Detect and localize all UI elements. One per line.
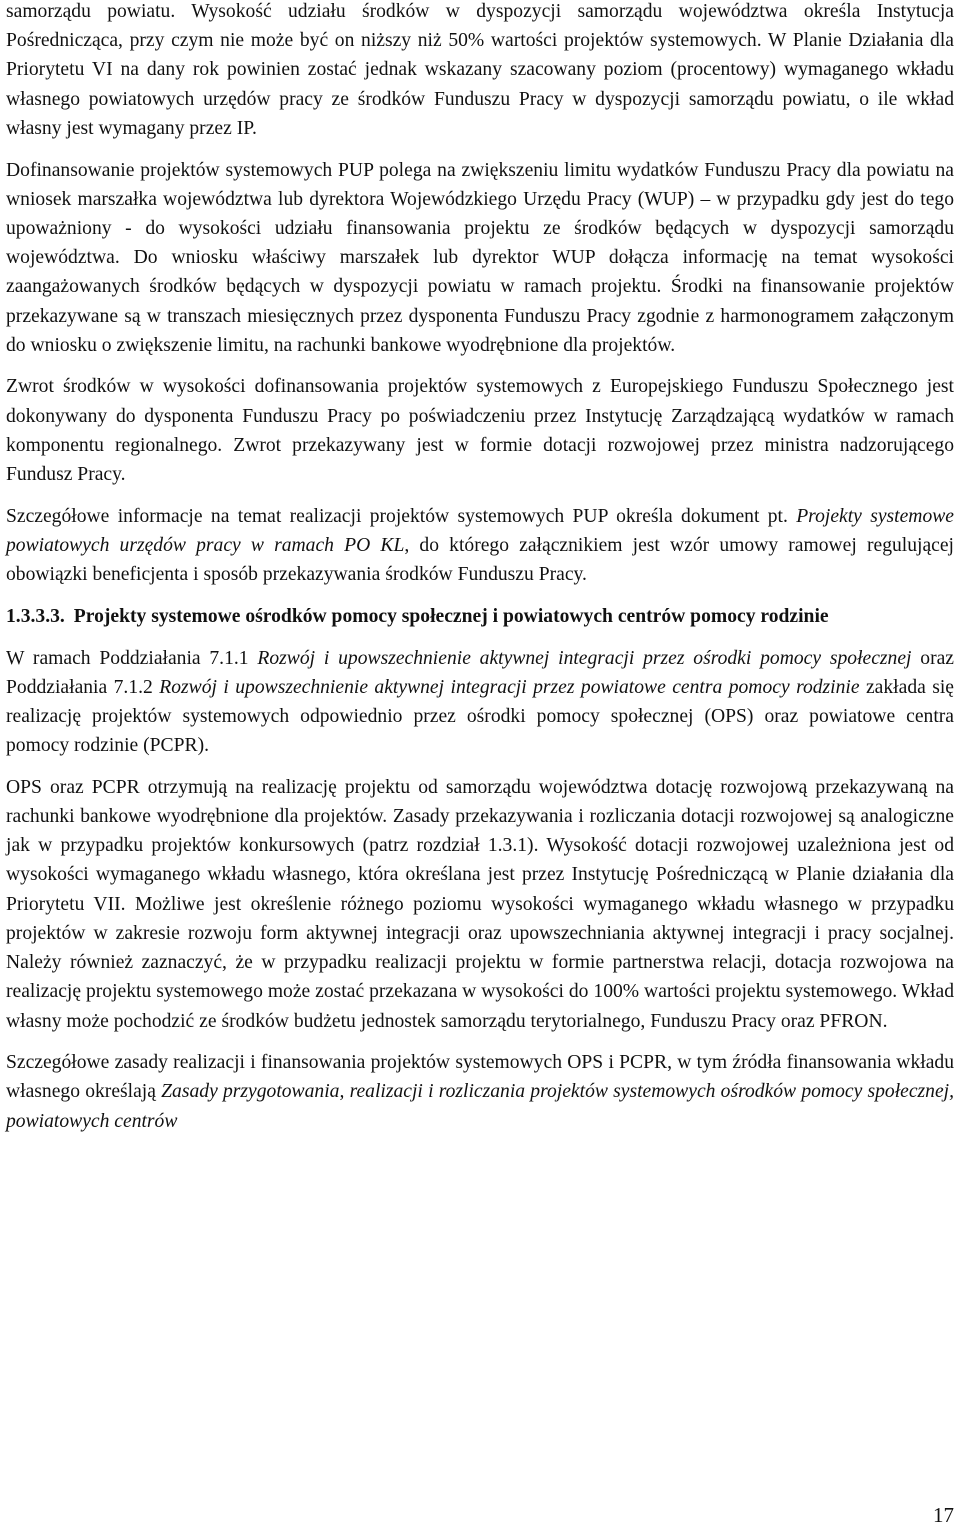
italic-text-run: Zasady przygotowania, realizacji i rozliczania projektów systemowych ośrodków pomocy społecznej, powiatowych centrów	[6, 1081, 954, 1132]
paragraph	[6, 1048, 954, 1136]
text-run: Szczegółowe informacje na temat realizacji projektów systemowych PUP określa dokument pt.	[6, 505, 797, 527]
italic-text-run: Projekty systemowe powiatowych urzędów pracy w ramach PO KL	[6, 505, 955, 556]
section-heading	[6, 602, 954, 631]
page-number: 17	[933, 1503, 954, 1527]
text-run: Zwrot środków w wysokości dofinansowania projektów systemowych z Europejskiego Funduszu Społecznego jest dokonywany do dysponenta Funduszu Pracy po poświadczeniu przez Instytucję Zarządzającą wydatków w ramach komponentu regionalnego. Zwrot przekazywany jest w formie dotacji rozwojowej przez ministra nadzorującego Fundusz Pracy.	[6, 376, 954, 486]
italic-text-run: Rozwój i upowszechnienie aktywnej integracji przez ośrodki pomocy społecznej	[257, 647, 912, 669]
text-run: samorządu powiatu. Wysokość udziału środków w dyspozycji samorządu województwa określa Instytucja Pośrednicząca, przy czym nie może być on niższy niż 50% wartości projektów systemowych. W Planie Działania dla Priorytetu VI na dany rok powinien zostać jednak wskazany szacowany poziom (procentowy) wymaganego wkładu własnego powiatowych urzędów pracy ze środków Funduszu Pracy w dyspozycji samorządu powiatu, o ile wkład własny jest wymagany przez IP.	[6, 1, 954, 139]
paragraph	[6, 156, 954, 360]
text-run: W ramach Poddziałania 7.1.1	[6, 647, 258, 669]
text-run: zakłada się realizację projektów systemowych odpowiednio przez ośrodki pomocy społecznej (OPS) oraz powiatowe centra pomocy rodzinie (PCPR).	[6, 676, 954, 757]
text-run: oraz Poddziałania 7.1.2	[6, 647, 954, 698]
text-run: OPS oraz PCPR otrzymują na realizację projektu od samorządu województwa dotację rozwojową przekazywaną na rachunki bankowe wyodrębnione dla projektów. Zasady przekazywania i rozliczania dotacji rozwojowej są analogiczne jak w przypadku projektów konkursowych (patrz rozdział 1.3.1). Wysokość dotacji rozwojowej uzależniona jest od wysokości wymaganego wkładu własnego, która określana jest przez Instytucję Pośredniczącą w Planie działania dla Priorytetu VII. Możliwe jest określenie różnego poziomu wysokości wymaganego wkładu własnego w przypadku projektów w zakresie rozwoju form aktywnej integracji oraz upowszechniania aktywnej integracji i pracy socjalnej. Należy również zaznaczyć, że w przypadku realizacji projektu w formie partnerstwa relacji, dotacja rozwojowa na realizację projektu systemowego może zostać przekazana w wysokości do 100% wartości projektu systemowego. Wkład własny może pochodzić ze środków budżetu jednostek samorządu terytorialnego, Funduszu Pracy oraz PFRON.	[6, 776, 954, 1032]
text-run: , do którego załącznikiem jest wzór umowy ramowej regulującej obowiązki beneficjenta i sposób przekazywania środków Funduszu Pracy.	[6, 534, 955, 586]
text-run: Szczegółowe zasady realizacji i finansowania projektów systemowych OPS i PCPR, w tym źródła finansowania wkładu własnego określają	[6, 1052, 954, 1103]
text-run: Projekty systemowe ośrodków pomocy społecznej i powiatowych centrów pomocy rodzinie	[73, 605, 829, 627]
paragraph	[6, 502, 954, 590]
paragraph	[6, 644, 954, 761]
paragraph	[6, 372, 954, 489]
section-number: 1.3.3.3.	[6, 605, 65, 627]
document-body	[6, 0, 954, 1148]
italic-text-run: Rozwój i upowszechnienie aktywnej integracji przez powiatowe centra pomocy rodzinie	[159, 676, 860, 698]
paragraph	[6, 0, 954, 143]
text-run: Dofinansowanie projektów systemowych PUP polega na zwiększeniu limitu wydatków Funduszu Pracy dla powiatu na wniosek marszałka województwa lub dyrektora Wojewódzkiego Urzędu Pracy (WUP) – w przypadku gdy jest do tego upoważniony - do wysokości udziału finansowania projektu ze środków będących w dyspozycji samorządu województwa. Do wniosku właściwy marszałek lub dyrektor WUP dołącza informację na temat wysokości zaangażowanych środków będących w dyspozycji powiatu w ramach projektu. Środki na finansowanie projektów przekazywane są w transzach miesięcznych przez dysponenta Funduszu Pracy zgodnie z harmonogramem załączonym do wniosku o zwiększenie limitu, na rachunki bankowe wyodrębnione dla projektów.	[6, 159, 954, 356]
paragraph	[6, 773, 954, 1036]
